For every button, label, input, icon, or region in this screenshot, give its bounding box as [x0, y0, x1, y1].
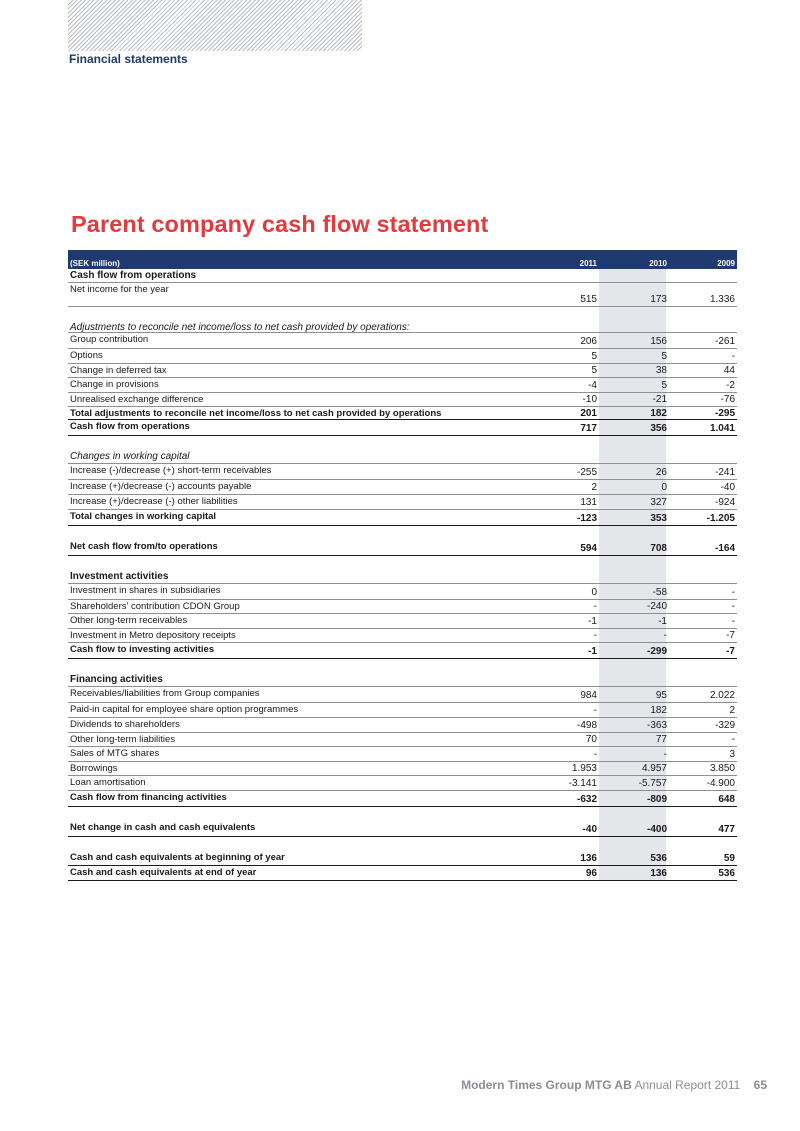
value-2009: -76 [720, 394, 735, 406]
row-label: Increase (+)/decrease (-) accounts payable [70, 481, 252, 493]
value-2011: - [593, 704, 597, 716]
value-2011: -40 [582, 823, 597, 835]
value-2009: 536 [718, 867, 735, 879]
table-row [68, 364, 737, 379]
value-2010: 182 [650, 408, 667, 420]
table-row [68, 733, 737, 748]
value-2009: -7 [726, 630, 735, 642]
value-2010: 95 [655, 690, 667, 702]
row-label: Loan amortisation [70, 777, 146, 789]
row-label: Cash flow from financing activities [70, 791, 227, 803]
row-label: Cash and cash equivalents at beginning of year [70, 851, 285, 863]
value-2009: - [731, 586, 735, 598]
value-2009: 477 [718, 823, 735, 835]
table-row [68, 349, 737, 364]
row-label: Net change in cash and cash equivalents [70, 821, 256, 833]
value-2009: 59 [723, 852, 735, 864]
value-2009: -2 [726, 379, 735, 391]
table-row [68, 600, 737, 615]
value-2011: -1 [588, 646, 597, 658]
value-2011: 2 [591, 481, 597, 493]
row-label: Investment in Metro depository receipts [70, 629, 236, 641]
value-2011: -632 [576, 793, 597, 805]
value-2011: 5 [591, 365, 597, 377]
value-2009: - [731, 734, 735, 746]
value-2011: 984 [580, 690, 597, 702]
total-row [68, 866, 737, 881]
row-label: Adjustments to reconcile net income/loss to net cash provided by operations: [70, 322, 410, 333]
row-label: Unrealised exchange difference [70, 393, 204, 405]
value-2010: 327 [650, 496, 667, 508]
total-row [68, 791, 737, 807]
value-2011: 515 [580, 294, 597, 305]
value-2009: 1.336 [709, 294, 735, 305]
row-label: Options [70, 350, 103, 361]
section-heading-row [68, 570, 737, 584]
row-label: Sales of MTG shares [70, 748, 160, 760]
value-2009: 3 [729, 748, 735, 760]
total-row [68, 420, 737, 436]
value-2010: -809 [646, 793, 667, 805]
value-2010: -240 [646, 601, 667, 613]
value-2009: -7 [726, 646, 735, 658]
total-row [68, 821, 737, 837]
table-row [68, 378, 737, 393]
value-2010: 356 [650, 423, 667, 435]
row-label: Change in provisions [70, 379, 159, 391]
value-2009: -261 [714, 336, 735, 347]
table-row [68, 776, 737, 791]
row-label: Cash and cash equivalents at end of year [70, 866, 257, 878]
value-2010: - [663, 748, 667, 760]
value-2011: 136 [580, 852, 597, 864]
year-header-2010: 2010 [649, 259, 667, 268]
row-label: Total changes in working capital [70, 510, 217, 522]
value-2010: 4.957 [641, 763, 667, 775]
value-2011: -1 [588, 615, 597, 627]
value-2009: 648 [718, 793, 735, 805]
cash-flow-table [68, 250, 737, 881]
value-2009: -1.205 [706, 512, 735, 524]
row-label: Other long-term liabilities [70, 733, 176, 745]
value-2009: 44 [723, 365, 735, 377]
table-header [68, 250, 737, 269]
value-2009: - [731, 601, 735, 613]
table-row [68, 718, 737, 733]
table-row [68, 464, 737, 480]
value-2011: -4 [588, 379, 597, 391]
page-title: Parent company cash flow statement [71, 211, 489, 237]
value-2011: 96 [585, 867, 597, 879]
row-label: Borrowings [70, 762, 118, 774]
spacer-row [68, 659, 737, 673]
year-header-2009: 2009 [717, 259, 735, 268]
section-heading-row [68, 450, 737, 464]
spacer-row [68, 556, 737, 570]
spacer-row [68, 526, 737, 540]
value-2010: 156 [650, 336, 667, 347]
table-row [68, 687, 737, 703]
row-label: Other long-term receivables [70, 615, 188, 627]
value-2011: - [593, 748, 597, 760]
table-row [68, 629, 737, 644]
row-label: Cash flow from operations [70, 421, 190, 433]
value-2009: 2 [729, 704, 735, 716]
value-2011: 206 [580, 336, 597, 347]
table-body [68, 269, 737, 881]
value-2011: 70 [585, 734, 597, 746]
value-2010: - [663, 630, 667, 642]
total-row [68, 851, 737, 866]
table-row [68, 703, 737, 718]
page-footer [461, 1078, 767, 1092]
row-label: Group contribution [70, 334, 149, 345]
value-2009: 3.850 [709, 763, 735, 775]
section-heading-row [68, 321, 737, 333]
section-heading-row [68, 673, 737, 687]
value-2010: 353 [650, 512, 667, 524]
value-2010: -400 [646, 823, 667, 835]
table-row [68, 762, 737, 777]
section-heading-row [68, 269, 737, 283]
section-label: Financial statements [69, 52, 188, 66]
value-2010: 708 [650, 542, 667, 554]
row-label: Changes in working capital [70, 451, 190, 463]
row-label: Dividends to shareholders [70, 718, 180, 730]
value-2010: 536 [650, 852, 667, 864]
table-row [68, 393, 737, 408]
value-2010: 182 [650, 704, 667, 716]
row-label: Increase (-)/decrease (+) short-term receivables [70, 465, 272, 477]
spacer-row [68, 436, 737, 450]
row-label: Net income for the year [70, 284, 169, 295]
table-row [68, 480, 737, 495]
row-label: Increase (+)/decrease (-) other liabilities [70, 495, 238, 507]
row-label: Cash flow from operations [70, 270, 197, 281]
footer-report: Annual Report 2011 [634, 1078, 741, 1092]
value-2011: -10 [582, 394, 597, 406]
table-row [68, 495, 737, 510]
row-label: Financing activities [70, 674, 163, 686]
value-2010: -58 [652, 586, 667, 598]
value-2010: -363 [646, 719, 667, 731]
row-label: Shareholders' contribution CDON Group [70, 600, 240, 612]
value-2010: 0 [661, 481, 667, 493]
value-2011: 5 [591, 350, 597, 362]
value-2011: 0 [591, 586, 597, 598]
value-2009: - [731, 350, 735, 362]
value-2010: -299 [646, 646, 667, 658]
value-2011: -123 [576, 512, 597, 524]
total-row [68, 540, 737, 556]
spacer-row [68, 837, 737, 851]
value-2011: -255 [576, 467, 597, 479]
value-2010: 5 [661, 379, 667, 391]
value-2009: -295 [714, 408, 735, 420]
value-2011: 201 [580, 408, 597, 420]
value-2011: -3.141 [568, 777, 597, 789]
decorative-hatch-pattern [68, 0, 362, 51]
value-2010: -5.757 [638, 777, 667, 789]
row-label: Investment activities [70, 570, 169, 582]
total-row [68, 643, 737, 659]
value-2010: 26 [655, 467, 667, 479]
row-label: Total adjustments to reconcile net income/loss to net cash provided by operations [70, 408, 442, 420]
value-2009: - [731, 615, 735, 627]
table-row [68, 747, 737, 762]
table-row [68, 614, 737, 629]
row-label: Receivables/liabilities from Group companies [70, 688, 260, 700]
value-2009: -164 [714, 542, 735, 554]
row-label: Investment in shares in subsidiaries [70, 584, 221, 596]
total-row [68, 510, 737, 526]
value-2010: -21 [652, 394, 667, 406]
unit-label: (SEK million) [70, 259, 120, 268]
value-2009: -924 [714, 496, 735, 508]
value-2011: 1.953 [571, 763, 597, 775]
value-2011: -498 [576, 719, 597, 731]
value-2011: - [593, 630, 597, 642]
row-label: Cash flow to investing activities [70, 644, 215, 656]
value-2009: 1.041 [709, 423, 735, 435]
value-2011: 717 [580, 423, 597, 435]
table-row [68, 333, 737, 349]
value-2011: 131 [580, 496, 597, 508]
value-2010: -1 [658, 615, 667, 627]
year-header-2011: 2011 [579, 259, 597, 268]
total-row [68, 407, 737, 420]
page-number: 65 [753, 1078, 767, 1092]
value-2009: -329 [714, 719, 735, 731]
row-label: Net cash flow from/to operations [70, 540, 218, 552]
row-label: Change in deferred tax [70, 364, 167, 376]
value-2011: 594 [580, 542, 597, 554]
value-2009: -4.900 [706, 777, 735, 789]
table-row [68, 584, 737, 600]
spacer-row [68, 307, 737, 321]
value-2010: 5 [661, 350, 667, 362]
footer-company: Modern Times Group MTG AB [461, 1078, 632, 1092]
value-2010: 77 [655, 734, 667, 746]
value-2011: - [593, 601, 597, 613]
spacer-row [68, 807, 737, 821]
value-2009: -241 [714, 467, 735, 479]
value-2010: 136 [650, 867, 667, 879]
table-row [68, 283, 737, 307]
value-2010: 173 [650, 294, 667, 305]
value-2009: -40 [720, 481, 735, 493]
value-2009: 2.022 [709, 690, 735, 702]
value-2010: 38 [655, 365, 667, 377]
row-label: Paid-in capital for employee share option programmes [70, 704, 299, 716]
